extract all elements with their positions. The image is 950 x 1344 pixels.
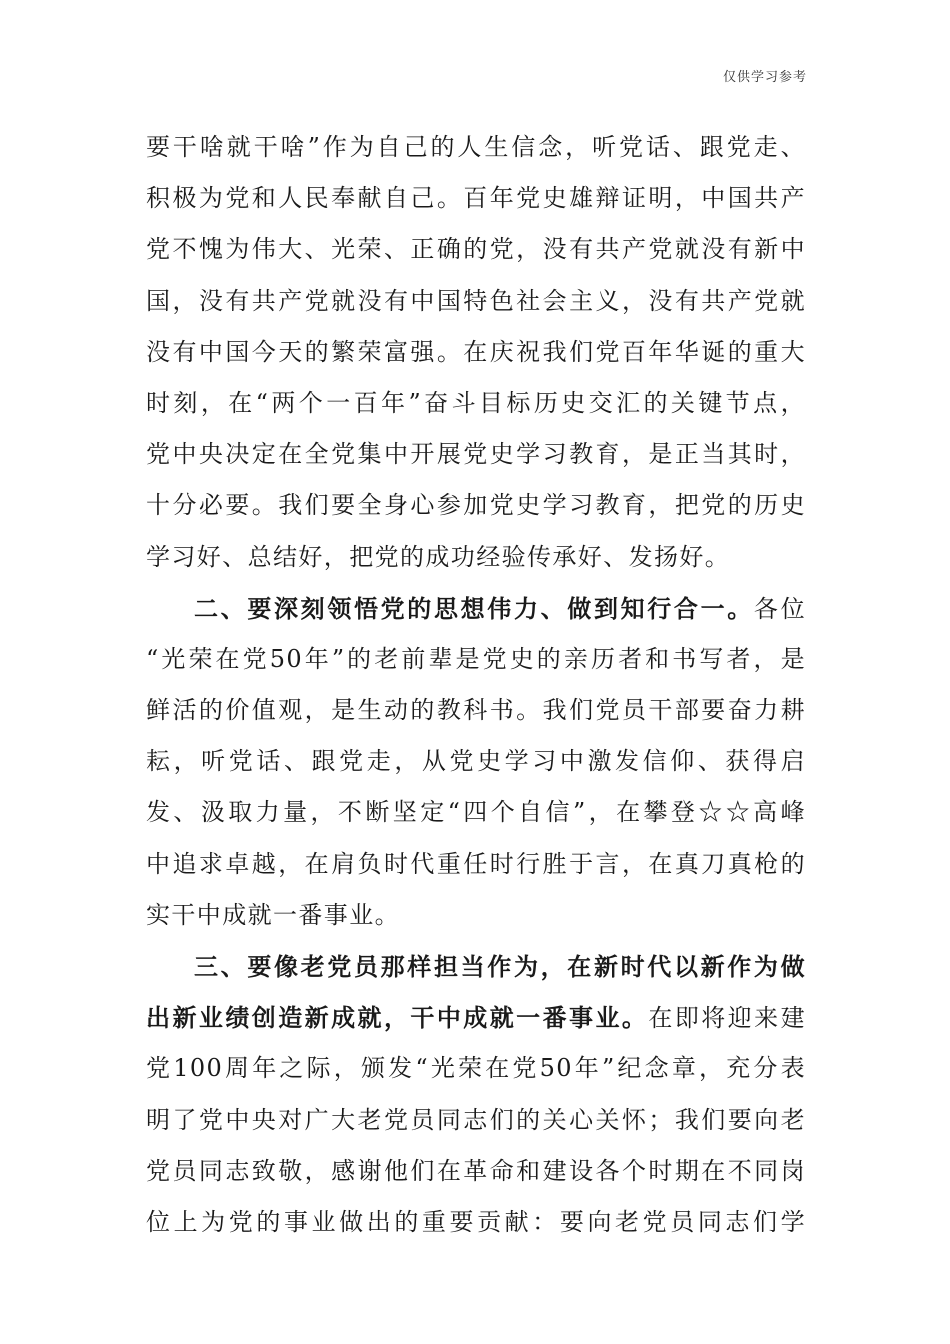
text-line: 党员同志致敬，感谢他们在革命和建设各个时期在不同岗: [146, 1156, 806, 1185]
paragraph-3: [146, 941, 806, 1248]
paragraph-1: [146, 122, 806, 583]
text-line: 位上为党的事业做出的重要贡献：要向老党员同志们学: [146, 1207, 806, 1236]
text-line: 鲜活的价值观，是生动的教科书。我们党员干部要奋力耕: [146, 696, 806, 725]
text-line: 党不愧为伟大、光荣、正确的党，没有共产党就没有新中: [146, 235, 806, 264]
paragraph-second-line: [146, 992, 806, 1043]
text-line: 发、汲取力量，不断坚定“四个自信”，在攀登☆☆高峰: [146, 798, 806, 827]
text-line: 国，没有共产党就没有中国特色社会主义，没有共产党就: [146, 286, 806, 315]
text-run: 在即将迎来建: [648, 1004, 806, 1033]
page-header-note: 仅供学习参考: [722, 70, 807, 85]
text-line: 耘，听党话、跟党走，从党史学习中激发信仰、获得启: [146, 747, 806, 776]
text-run: 各位: [753, 594, 806, 623]
text-line: 党中央决定在全党集中开展党史学习教育，是正当其时，: [146, 440, 806, 469]
section-heading: 二、要深刻领悟党的思想伟力、做到知行合一。: [194, 593, 754, 623]
text-line: 没有中国今天的繁荣富强。在庆祝我们党百年华诞的重大: [146, 337, 806, 366]
text-line: 学习好、总结好，把党的成功经验传承好、发扬好。: [146, 542, 731, 571]
text-line: 时刻，在“两个一百年”奋斗目标历史交汇的关键节点，: [146, 388, 806, 417]
text-line: 积极为党和人民奉献自己。百年党史雄辩证明，中国共产: [146, 184, 806, 213]
text-line: 明了党中央对广大老党员同志们的关心关怀；我们要向老: [146, 1105, 806, 1134]
text-line: 实干中成就一番事业。: [146, 900, 400, 929]
section-heading-continued: 出新业绩创造新成就，干中成就一番事业。: [146, 1003, 649, 1033]
paragraph-2: [146, 583, 806, 941]
text-line: 要干啥就干啥”作为自己的人生信念，听党话、跟党走、: [146, 133, 806, 161]
section-heading: 三、要像老党员那样担当作为，在新时代以新作为做: [194, 952, 806, 981]
paragraph-first-line: [146, 583, 806, 634]
text-line: 党100周年之际，颁发“光荣在党50年”纪念章，充分表: [146, 1054, 806, 1083]
text-line: “光荣在党50年”的老前辈是党史的亲历者和书写者，是: [146, 644, 806, 673]
text-line: 中追求卓越，在肩负时代重任时行胜于言，在真刀真枪的: [146, 849, 806, 878]
text-line: 十分必要。我们要全身心参加党史学习教育，把党的历史: [146, 491, 806, 520]
document-body: [146, 122, 806, 1248]
